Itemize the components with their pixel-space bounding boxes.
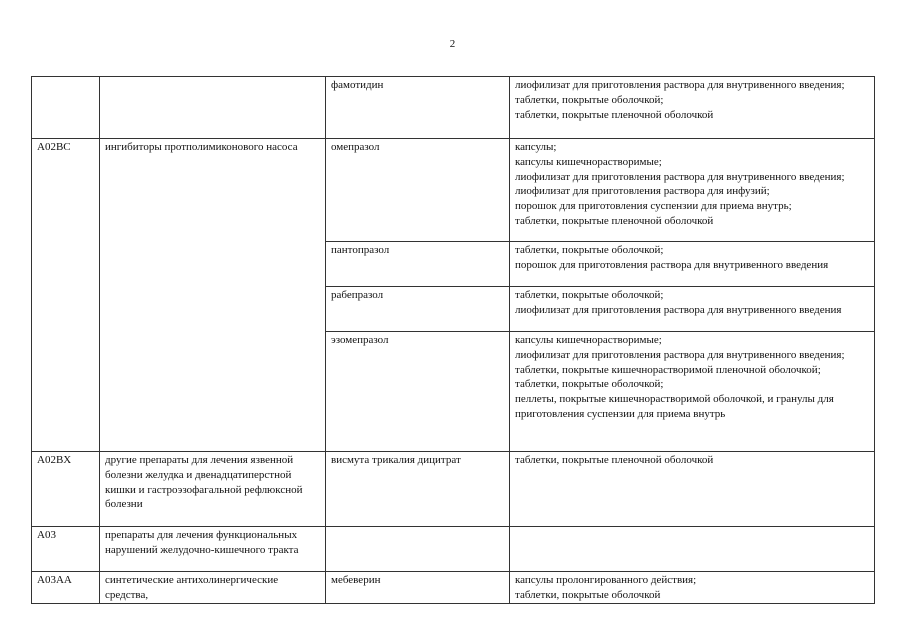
dosage-form: порошок для приготовления суспензии для приема внутрь; <box>515 200 792 213</box>
dosage-form: таблетки, покрытые пленочной оболочкой <box>515 108 714 121</box>
table-row <box>32 527 875 572</box>
dosage-forms-cell <box>510 572 875 604</box>
group-name-cell: синтетические антихолинергические средства, <box>100 572 326 604</box>
drug-name-cell: висмута трикалия дицитрат <box>326 452 510 527</box>
dosage-form: лиофилизат для приготовления раствора для внутривенного введения; <box>515 170 845 183</box>
dosage-form: пеллеты, покрытые кишечнорастворимой оболочкой, и гранулы для приготовления суспензии для приема внутрь <box>515 393 834 420</box>
table-row <box>32 77 875 139</box>
drug-name-cell: мебеверин <box>326 572 510 604</box>
drug-list-table <box>31 76 875 604</box>
group-name-cell: другие препараты для лечения язвенной болезни желудка и двенадцатиперстной кишки и гастроэзофагальной рефлюксной болезни <box>100 452 326 527</box>
drug-name-cell: омепразол <box>326 139 510 242</box>
dosage-form: таблетки, покрытые оболочкой <box>515 588 661 601</box>
atc-code-cell <box>32 77 100 139</box>
table-row <box>32 452 875 527</box>
dosage-form: таблетки, покрытые оболочкой; <box>515 244 664 256</box>
drug-name-cell: эзомепразол <box>326 332 510 452</box>
dosage-form: таблетки, покрытые кишечнорастворимой пленочной оболочкой; <box>515 363 821 376</box>
drug-name-cell: фамотидин <box>326 77 510 139</box>
group-name-cell: ингибиторы протполимиконового насоса <box>100 139 326 452</box>
table-row <box>32 139 875 242</box>
dosage-form: капсулы кишечнорастворимые; <box>515 155 662 168</box>
atc-code-cell: A02BC <box>32 139 100 452</box>
dosage-form: лиофилизат для приготовления раствора для внутривенного введения <box>515 303 842 316</box>
group-name-cell <box>100 77 326 139</box>
dosage-forms-cell <box>510 332 875 452</box>
dosage-forms-cell <box>510 77 875 139</box>
dosage-form: капсулы; <box>515 141 557 153</box>
drug-name-cell: пантопразол <box>326 242 510 287</box>
dosage-form: лиофилизат для приготовления раствора для инфузий; <box>515 185 770 198</box>
table-row <box>32 572 875 604</box>
atc-code-cell: A03 <box>32 527 100 572</box>
dosage-forms-cell <box>510 139 875 242</box>
dosage-form: капсулы пролонгированного действия; <box>515 574 697 586</box>
dosage-form: лиофилизат для приготовления раствора для внутривенного введения; <box>515 79 845 91</box>
dosage-form: таблетки, покрытые пленочной оболочкой <box>515 454 714 466</box>
group-name-cell: препараты для лечения функциональных нарушений желудочно-кишечного тракта <box>100 527 326 572</box>
atc-code-cell: A02BX <box>32 452 100 527</box>
dosage-form: капсулы кишечнорастворимые; <box>515 334 662 346</box>
dosage-form: порошок для приготовления раствора для внутривенного введения <box>515 258 829 271</box>
dosage-form: таблетки, покрытые оболочкой; <box>515 289 664 301</box>
dosage-form: таблетки, покрытые пленочной оболочкой <box>515 214 714 227</box>
dosage-form: лиофилизат для приготовления раствора для внутривенного введения; <box>515 348 845 361</box>
dosage-form: таблетки, покрытые оболочкой; <box>515 378 664 391</box>
drug-name-cell: рабепразол <box>326 287 510 332</box>
atc-code-cell: A03AA <box>32 572 100 604</box>
dosage-forms-cell <box>510 242 875 287</box>
dosage-forms-cell <box>510 527 875 572</box>
dosage-forms-cell <box>510 287 875 332</box>
dosage-forms-cell <box>510 452 875 527</box>
dosage-form: таблетки, покрытые оболочкой; <box>515 93 664 106</box>
page-number: 2 <box>449 38 456 50</box>
drug-name-cell <box>326 527 510 572</box>
